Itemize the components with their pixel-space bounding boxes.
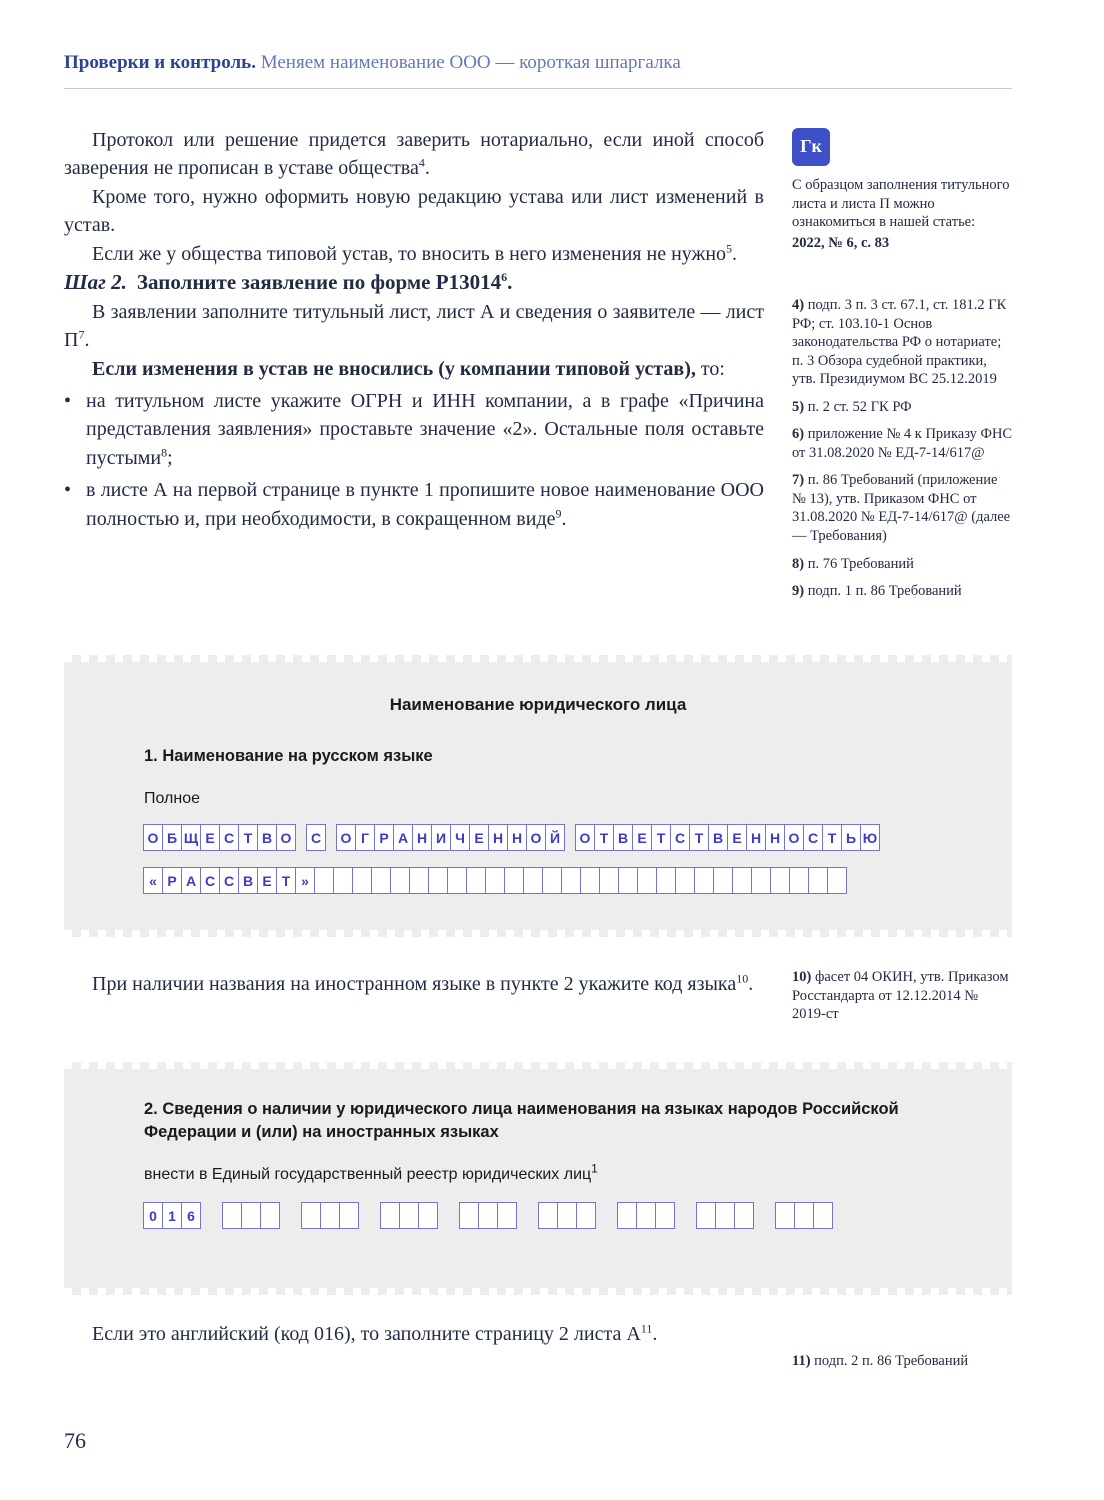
form-char-cell xyxy=(599,867,619,894)
form-char-cell xyxy=(371,867,391,894)
step-label: Шаг 2. xyxy=(64,269,127,294)
form-char-cell xyxy=(459,1202,479,1229)
torn-edge-bottom xyxy=(64,1288,1012,1295)
bullet-item: • на титульном листе укажите ОГРН и ИНН компании, а в графе «Причина представления заявления» проставьте значение «2». Остальные поля оставьте пустыми$^8$; xyxy=(64,387,764,472)
form-char-cell: Т xyxy=(689,824,709,851)
form-char-cell: С xyxy=(219,867,239,894)
paragraph: Протокол или решение придется заверить нотариально, если иной способ заверения не прописан в уставе общества$^4$. xyxy=(64,129,764,180)
form-char-cell: 1 xyxy=(162,1202,182,1229)
torn-edge-top xyxy=(64,655,1012,662)
form-char-cell xyxy=(715,1202,735,1229)
footnote-ref: 7 xyxy=(78,327,85,342)
footnote-ref: 11 xyxy=(640,1321,653,1336)
form-char-cell: 6 xyxy=(181,1202,201,1229)
form-char-cell xyxy=(504,867,524,894)
form-char-cell: Е xyxy=(632,824,652,851)
form-char-cell xyxy=(775,1202,795,1229)
form-char-cell: Е xyxy=(727,824,747,851)
empty-cell-group xyxy=(460,1202,517,1229)
form-char-cell xyxy=(732,867,752,894)
footnote-ref: 5 xyxy=(726,240,733,255)
form-char-cell xyxy=(333,867,353,894)
form-title: Наименование юридического лица xyxy=(389,695,687,714)
form-field-label: внести в Единый государственный реестр юридических лиц$^1$ xyxy=(144,1161,598,1184)
form-char-cell: С xyxy=(670,824,690,851)
form-screenshot-languages xyxy=(64,1062,1012,1295)
form-char-cell: Е xyxy=(469,824,489,851)
form-char-cell: Н xyxy=(507,824,527,851)
form-char-cell xyxy=(409,867,429,894)
language-code-cells-row xyxy=(144,1202,932,1229)
form-char-cell xyxy=(497,1202,517,1229)
form-char-cell: « xyxy=(143,867,163,894)
form-char-cell: Т xyxy=(276,867,296,894)
form-char-cell: Ь xyxy=(841,824,861,851)
form-char-cell: Г xyxy=(355,824,375,851)
footnote: 8) п. 76 Требований xyxy=(792,555,914,572)
form-char-cell xyxy=(222,1202,242,1229)
form-char-cell xyxy=(656,867,676,894)
paragraph: При наличии названия на иностранном языке в пункте 2 укажите код языка$^{10}$. xyxy=(92,971,754,995)
bullet-marker: • xyxy=(64,389,72,412)
form-char-cell: А xyxy=(181,867,201,894)
form-char-cell: О xyxy=(575,824,595,851)
footnote: 6) приложение № 4 к Приказу ФНС от 31.08.2020 № ЕД-7-14/617@ xyxy=(792,426,1013,461)
form-char-cell xyxy=(390,867,410,894)
form-char-cell: И xyxy=(431,824,451,851)
form-char-cell xyxy=(734,1202,754,1229)
form-char-cell xyxy=(466,867,486,894)
form-screenshot-naming xyxy=(64,655,1012,937)
form-char-cell: Й xyxy=(545,824,565,851)
footnote-ref: 4 xyxy=(418,155,425,170)
form-char-cell xyxy=(675,867,695,894)
footnotes-block xyxy=(792,296,1014,610)
footnote-ref: 10 xyxy=(736,971,749,986)
form-char-cell xyxy=(580,867,600,894)
form-char-cell: Е xyxy=(200,824,220,851)
article-title: Меняем наименование ООО — короткая шпаргалка xyxy=(255,52,681,73)
reference-text: С образцом заполнения титульного листа и листа П можно ознакомиться в нашей статье: xyxy=(792,177,1010,231)
form-char-cell xyxy=(789,867,809,894)
form-char-cell xyxy=(618,867,638,894)
form-section-title: 2. Сведения о наличии у юридического лица наименования на языках народов Российской Федерации и (или) на иностранных языках xyxy=(144,1100,899,1142)
form-char-cell: А xyxy=(393,824,413,851)
form-char-cell xyxy=(418,1202,438,1229)
torn-edge-top xyxy=(64,1062,1012,1069)
torn-edge-bottom xyxy=(64,930,1012,937)
empty-cell-group xyxy=(223,1202,280,1229)
footnote-10: 10) фасет 04 ОКИН, утв. Приказом Росстандарта от 12.12.2014 № 2019-ст xyxy=(792,969,1009,1023)
form-char-cell xyxy=(352,867,372,894)
form-char-cell xyxy=(523,867,543,894)
form-char-cell: Н xyxy=(488,824,508,851)
form-char-cell: Н xyxy=(765,824,785,851)
form-char-cell xyxy=(478,1202,498,1229)
form-char-cell: Т xyxy=(594,824,614,851)
form-char-cell xyxy=(542,867,562,894)
form-char-cell xyxy=(399,1202,419,1229)
form-char-cell xyxy=(301,1202,321,1229)
empty-cell-group xyxy=(697,1202,754,1229)
form-char-cell: О xyxy=(143,824,163,851)
footnote-11: 11) подп. 2 п. 86 Требований xyxy=(792,1353,969,1369)
form-char-cell: Т xyxy=(238,824,258,851)
footnote-ref: 9 xyxy=(555,505,562,520)
form-char-cell: О xyxy=(784,824,804,851)
code-cell-group xyxy=(144,1202,201,1229)
paragraph: Кроме того, нужно оформить новую редакцию устава или лист изменений в устав. xyxy=(64,185,764,237)
form-char-cell: В xyxy=(257,824,277,851)
form-char-cell xyxy=(314,867,334,894)
form-char-cell xyxy=(380,1202,400,1229)
form-char-cell xyxy=(241,1202,261,1229)
footnote: 9) подп. 1 п. 86 Требований xyxy=(792,583,962,600)
empty-cell-group xyxy=(539,1202,596,1229)
paragraph: Если это английский (код 016), то заполните страницу 2 листа $А^{11}$. xyxy=(92,1321,658,1345)
form-char-cell: » xyxy=(295,867,315,894)
form-char-cell: Т xyxy=(822,824,842,851)
form-char-cell: С xyxy=(803,824,823,851)
page-number: 76 xyxy=(64,1428,86,1453)
form-char-cell: Н xyxy=(746,824,766,851)
form-field-label: Полное xyxy=(144,790,201,808)
form-char-cell xyxy=(751,867,771,894)
form-char-cell xyxy=(696,1202,716,1229)
form-char-cell xyxy=(557,1202,577,1229)
footnote: 4) подп. 3 п. 3 ст. 67.1, ст. 181.2 ГК РФ; ст. 103.10-1 Основ законодательства РФ о нотариате; п. 3 Обзора судебной практики, утв. Президиумом ВС 25.12.2019 xyxy=(792,297,1007,388)
form-char-cell: С xyxy=(200,867,220,894)
form-char-cell xyxy=(808,867,828,894)
header-divider xyxy=(64,88,1012,89)
paragraph: Если же у общества типовой устав, то вносить в него изменения не нужно$^5$. xyxy=(92,240,738,265)
empty-cell-group xyxy=(302,1202,359,1229)
main-text-column xyxy=(64,126,764,533)
bullet-marker: • xyxy=(64,479,72,502)
form-char-cell xyxy=(655,1202,675,1229)
form-char-cell: О xyxy=(336,824,356,851)
form-char-cell xyxy=(636,1202,656,1229)
paragraph: Если изменения в устав не вносились (у компании типовой устав), то: xyxy=(92,357,725,380)
form-char-cell: 0 xyxy=(143,1202,163,1229)
footnote: 5) п. 2 ст. 52 ГК РФ xyxy=(792,398,912,415)
form-char-cell xyxy=(713,867,733,894)
form-char-cell xyxy=(428,867,448,894)
form-char-cell: Р xyxy=(162,867,182,894)
form-char-cell xyxy=(813,1202,833,1229)
step-heading: Шаг 2. Заполните заявление по форме Р13014$^6$. xyxy=(64,269,513,294)
form-char-cell: Б xyxy=(162,824,182,851)
form-char-cell xyxy=(827,867,847,894)
form-char-cell xyxy=(260,1202,280,1229)
form-char-cell xyxy=(576,1202,596,1229)
form-char-cell: Е xyxy=(257,867,277,894)
form-char-cell: Ю xyxy=(860,824,880,851)
sidebar-reference-block xyxy=(792,128,1014,252)
form-char-cell: Ч xyxy=(450,824,470,851)
empty-cell-group xyxy=(381,1202,438,1229)
name-cells-row-2 xyxy=(144,867,932,894)
form-char-cell: Н xyxy=(412,824,432,851)
footnote-ref: 1 xyxy=(591,1161,598,1176)
form-char-cell: Щ xyxy=(181,824,201,851)
reference-issue: 2022, № 6, с. 83 xyxy=(792,234,890,251)
form-char-cell xyxy=(320,1202,340,1229)
empty-cell-group xyxy=(776,1202,833,1229)
form-char-cell: Т xyxy=(651,824,671,851)
footnote: 7) п. 86 Требований (приложение № 13), утв. Приказом ФНС от 31.08.2020 № ЕД-7-14/617@ (далее — Требования) xyxy=(792,472,1011,545)
form-char-cell xyxy=(694,867,714,894)
form-char-cell xyxy=(637,867,657,894)
form-char-cell: О xyxy=(276,824,296,851)
bullet-item: • в листе А на первой странице в пункте 1 пропишите новое наименование ООО полностью и, при необходимости, в сокращенном виде$^9$. xyxy=(64,476,764,533)
form-char-cell: В xyxy=(708,824,728,851)
form-char-cell: С xyxy=(306,824,326,851)
form-char-cell xyxy=(561,867,581,894)
form-char-cell xyxy=(339,1202,359,1229)
form-section-title: 1. Наименование на русском языке xyxy=(144,747,433,765)
form-char-cell: Р xyxy=(374,824,394,851)
footnote-ref: 8 xyxy=(161,445,168,460)
form-char-cell xyxy=(485,867,505,894)
rubric-title: Проверки и контроль. xyxy=(64,52,256,73)
page-header xyxy=(64,52,1014,74)
paragraph: В заявлении заполните титульный лист, лист А и сведения о заявителе — лист $П^7$. xyxy=(64,300,764,352)
name-cells-row-1 xyxy=(144,824,932,851)
form-char-cell xyxy=(617,1202,637,1229)
form-char-cell: О xyxy=(526,824,546,851)
form-char-cell xyxy=(447,867,467,894)
form-char-cell: В xyxy=(238,867,258,894)
empty-cell-group xyxy=(618,1202,675,1229)
form-char-cell xyxy=(538,1202,558,1229)
form-char-cell xyxy=(770,867,790,894)
footnote-ref: 6 xyxy=(501,269,508,284)
glavkniga-logo-icon: Гк xyxy=(792,128,830,166)
form-char-cell: В xyxy=(613,824,633,851)
form-char-cell xyxy=(794,1202,814,1229)
form-char-cell: С xyxy=(219,824,239,851)
